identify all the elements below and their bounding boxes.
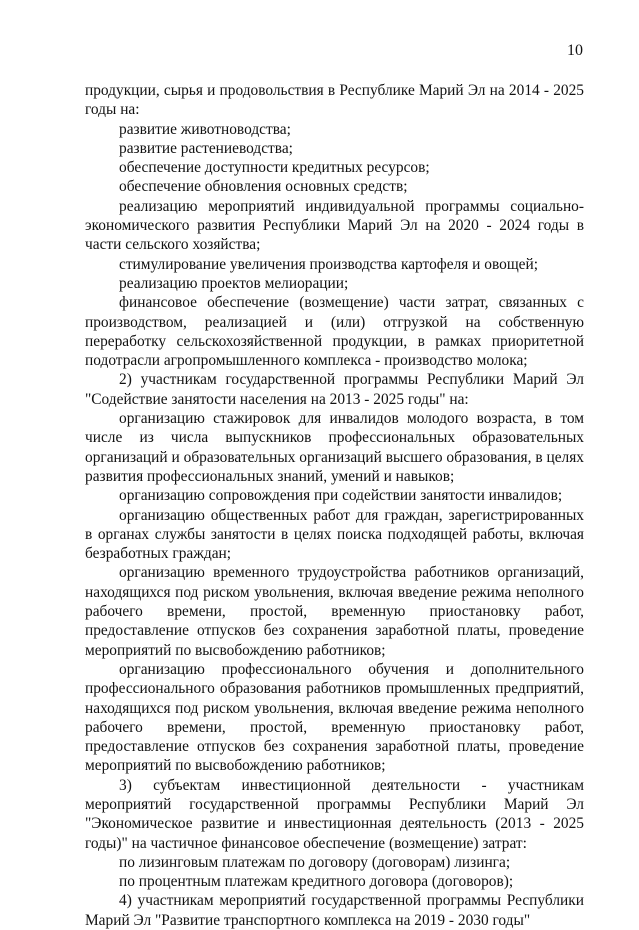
paragraph: реализацию мероприятий индивидуальной программы социально-экономического развития Республики Марий Эл на 2020 - 2024 годы в части сельского хозяйства; <box>85 197 584 254</box>
paragraph: обеспечение обновления основных средств; <box>119 178 408 196</box>
paragraph: по лизинговым платежам по договору (договорам) лизинга; <box>119 853 511 871</box>
paragraph: 4) участникам мероприятий государственной программы Республики Марий Эл "Развитие транспортного комплекса на 2019 - 2030 годы" <box>85 892 584 929</box>
paragraph: организацию стажировок для инвалидов молодого возраста, в том числе из числа выпускников профессиональных образовательных организаций и образовательных организаций высшего образования, в целях развития профессиональных знаний, умений и навыков; <box>85 410 584 485</box>
paragraph: 3) субъектам инвестиционной деятельности - участникам мероприятий государственной программы Республики Марий Эл "Экономическое развитие и инвестиционная деятельность (2013 - 2025 годы)" на частичное финансовое обеспечение (возмещение) затрат: <box>85 776 584 852</box>
paragraph: реализацию проектов мелиорации; <box>119 274 349 292</box>
paragraph: организацию сопровождения при содействии занятости инвалидов; <box>119 487 563 505</box>
paragraph: организацию общественных работ для граждан, зарегистрированных в органах службы занятости в целях поиска подходящей работы, включая безработных граждан; <box>85 506 584 563</box>
paragraph: организацию профессионального обучения и дополнительного профессионального образования работников промышленных предприятий, находящихся под риском увольнения, включая введение режима неполного рабочего времени, простой, временную приостановку работ, предоставление отпусков без сохранения заработной платы, проведение мероприятий по высвобождению работников; <box>85 660 584 775</box>
paragraph: организацию временного трудоустройства работников организаций, находящихся под риском увольнения, включая введение режима неполного рабочего времени, простой, временную приостановку работ, предоставление отпусков без сохранения заработной платы, проведение мероприятий по высвобождению работников; <box>85 564 584 659</box>
paragraph: 2) участникам государственной программы Республики Марий Эл "Содействие занятости населения на 2013 - 2025 годы" на: <box>85 371 584 408</box>
paragraph: развитие растениеводства; <box>119 139 293 157</box>
paragraph: продукции, сырья и продовольствия в Республике Марий Эл на 2014 - 2025 годы на: <box>85 82 584 119</box>
paragraph: по процентным платежам кредитного договора (договоров); <box>119 873 514 891</box>
paragraph: стимулирование увеличения производства картофеля и овощей; <box>119 255 539 273</box>
paragraph: развитие животноводства; <box>119 120 291 138</box>
paragraph: обеспечение доступности кредитных ресурсов; <box>119 159 430 177</box>
document-body <box>85 81 584 930</box>
paragraph: финансовое обеспечение (возмещение) части затрат, связанных с производством, реализацией и (или) отгрузкой на собственную переработку сельскохозяйственной продукции, в рамках приоритетной подотрасли агропромышленного комплекса - производство молока; <box>85 294 584 370</box>
page-number: 10 <box>567 42 583 59</box>
